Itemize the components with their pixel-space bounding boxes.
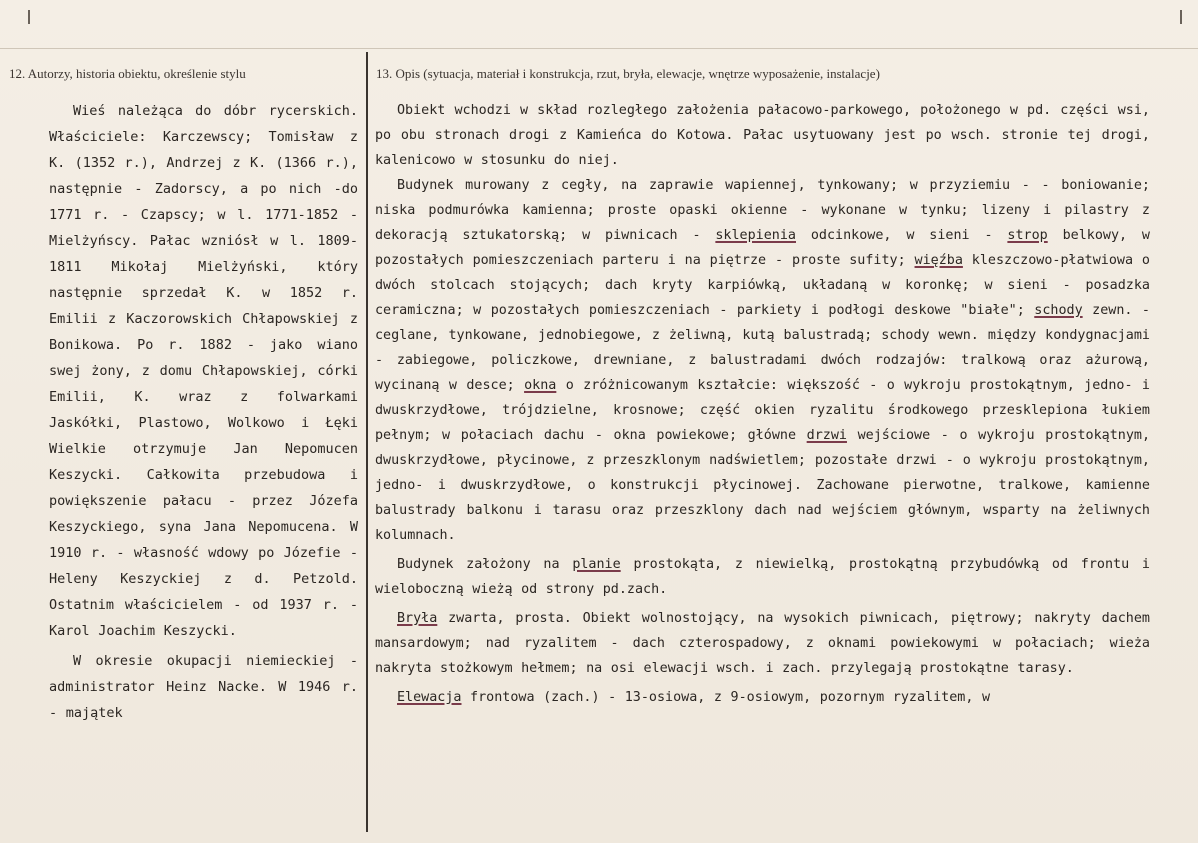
- term-okna: okna: [524, 378, 557, 393]
- description-paragraph-construction: Budynek murowany z cegły, na zaprawie wapiennej, tynkowany; w przyziemiu - - boniowanie; niska podmurówka kamienna; proste opaski okienne - wykonane w tynku; lizeny i pilastry z dekoracją sztukatorską; w piwnicach - sklepienia odcinkowe, w sieni - strop belkowy, w pozostałych pomieszczeniach parteru i na piętrze - proste sufity; więźba kleszczowo-płatwiowa o dwóch stolcach stojących; dach kryty karpiówką, układaną w koronkę; w sieni - posadzka ceramiczna; w pozostałych pomieszczeniach - parkiety i podłogi deskowe "białe"; schody zewn. - ceglane, tynkowane, jednobiegowe, z żeliwną, kutą balustradą; schody wewn. między kondygnacjami - zabiegowe, policzkowe, drewniane, z balustradami dwóch rodzajów: tralkową oraz ażurową, wycinaną w desce; okna o zróżnicowanym kształcie: większość - o wykroju prostokątnym, jedno- i dwuskrzydłowe, trójdzielne, krosnowe; część okien ryzalitu środkowego przesklepiona łukiem pełnym; w połaciach dachu - okna powiekowe; główne drzwi wejściowe - o wykroju prostokątnym, dwuskrzydłowe, płycinowe, z przeszklonym nadświetlem; pozostałe drzwi - o wykroju prostokątnym, jedno- i dwuskrzydłowe, o konstrukcji płycinowej. Zachowane pierwotne, tralkowe, kamienne balustrady balkonu i tarasu oraz przeszklony dach nad wejściem głównym, wsparty na żeliwnych kolumnach.: [375, 178, 1151, 543]
- history-paragraph-1: Wieś należąca do dóbr rycerskich. Właściciele: Karczewscy; Tomisław z K. (1352 r.), Andrzej z K. (1366 r.), następnie - Zadorscy, a po nich -do 1771 r. - Czapscy; w l. 1771-1852 - Mielżyńscy. Pałac wzniósł w l. 1809-1811 Mikołaj Mielżyński, który następnie sprzedał K. w 1852 r. Emilii z Kaczorowskich Chłapowskiej z Bonikowa. Po r. 1882 - jako wiano swej żony, z domu Chłapowskiej, córki Emilii, K. wraz z folwarkami Jaskółki, Plastowo, Wolkowo i Łęki Wielkie otrzymuje Jan Nepomucen Keszycki. Całkowita przebudowa i powiększenie pałacu - przez Józefa Keszyckiego, syna Jana Nepomucena. W 1910 r. - własność wdowy po Józefie - Heleny Keszyckiej z d. Petzold. Ostatnim właścicielem - od 1937 r. - Karol Joachim Keszycki.: [49, 103, 358, 639]
- history-paragraph-2: W okresie okupacji niemieckiej - administrator Heinz Nacke. W 1946 r. - majątek: [49, 653, 358, 721]
- column-divider: [366, 52, 368, 832]
- term-schody: schody: [1034, 303, 1083, 318]
- section-12-header: 12. Autorzy, historia obiektu, określenie stylu: [9, 66, 246, 81]
- description-paragraph-massing: Bryła zwarta, prosta. Obiekt wolnostojący, na wysokich piwnicach, piętrowy; nakryty dachem mansardowym; nad ryzalitem - dach czterospadowy, z oknami powiekowymi w połaciach; wieża nakryta stożkowym hełmem; na osi elewacji wsch. i zach. przylegają prostokątne tarasy.: [375, 611, 1150, 676]
- term-wiezba: więźba: [914, 253, 963, 268]
- term-bryla: Bryła: [397, 611, 438, 626]
- term-planie: planie: [572, 557, 621, 572]
- description-column: [375, 98, 1150, 710]
- punch-mark-left: [22, 10, 36, 24]
- history-column: [49, 98, 358, 726]
- punch-mark-right: [1174, 10, 1188, 24]
- term-sklepienia: sklepienia: [715, 228, 796, 243]
- term-drzwi: drzwi: [806, 428, 847, 443]
- description-paragraph-elevation: Elewacja frontowa (zach.) - 13-osiowa, z 9-osiowym, pozornym ryzalitem, w: [397, 690, 991, 705]
- section-13-header: 13. Opis (sytuacja, materiał i konstrukcja, rzut, bryła, elewacje, wnętrze wyposażenie, instalacje): [376, 66, 880, 81]
- top-rule: [0, 48, 1198, 49]
- description-paragraph-location: Obiekt wchodzi w skład rozległego założenia pałacowo-parkowego, położonego w pd. części wsi, po obu stronach drogi z Kamieńca do Kotowa. Pałac usytuowany jest po wsch. stronie tej drogi, kalenicowo w stosunku do niej.: [375, 103, 1150, 168]
- term-elewacja: Elewacja: [397, 690, 462, 705]
- term-strop: strop: [1007, 228, 1048, 243]
- description-paragraph-plan: Budynek założony na planie prostokąta, z niewielką, prostokątną przybudówką od frontu i wieloboczną wieżą od strony pd.zach.: [375, 557, 1150, 597]
